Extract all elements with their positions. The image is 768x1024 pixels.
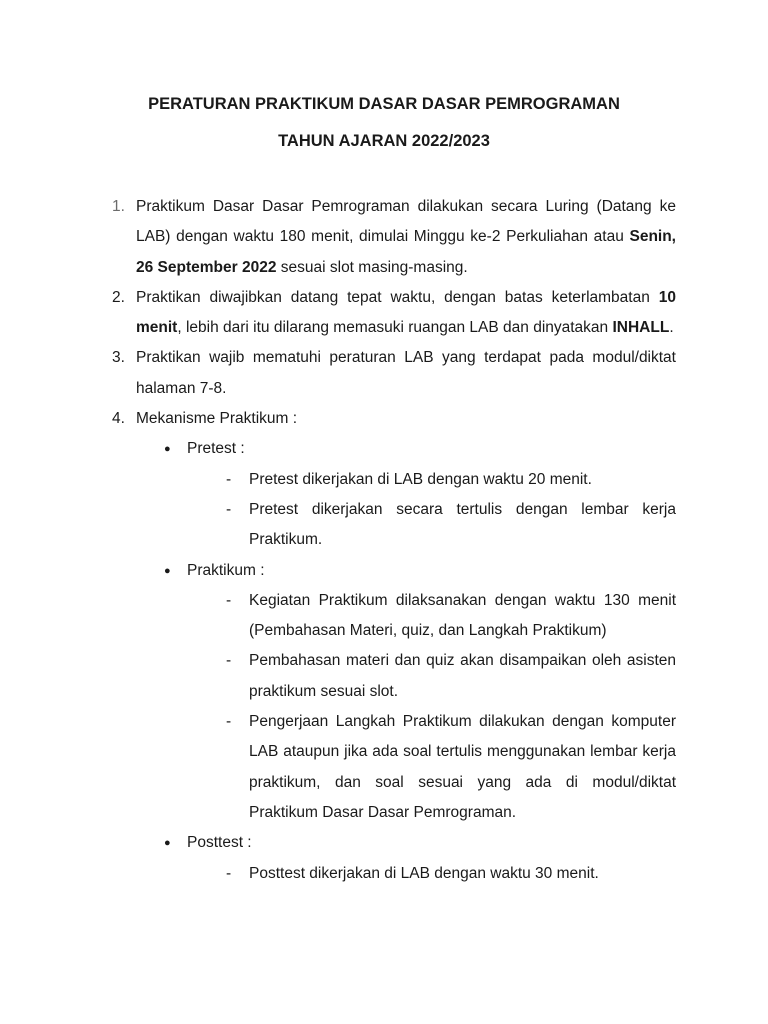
- rule-text: Praktikum Dasar Dasar Pemrograman dilakukan secara Luring (Datang ke LAB) dengan waktu 180 menit, dimulai Minggu ke-2 Perkuliahan atau: [136, 198, 676, 246]
- list-item: [0, 586, 768, 647]
- rule-time-emphasis: 10 menit: [136, 288, 676, 337]
- dash-icon: -: [226, 470, 232, 488]
- list-item-text: Kegiatan Praktikum dilaksanakan dengan waktu 130 menit (Pembahasan Materi, quiz, dan Langkah Praktikum): [249, 591, 676, 640]
- bullet-icon: ●: [164, 564, 171, 577]
- rule-number: 3.: [112, 349, 125, 367]
- mechanism-label: Posttest :: [187, 834, 252, 852]
- list-item: [0, 859, 768, 889]
- rule-text: Praktikan wajib mematuhi peraturan LAB yang terdapat pada modul/diktat halaman 7-8.: [136, 349, 676, 397]
- rule-item-2: [0, 283, 768, 344]
- list-item: [0, 646, 768, 707]
- mechanism-posttest: [0, 828, 768, 858]
- list-item-text: Posttest dikerjakan di LAB dengan waktu 30 menit.: [249, 864, 599, 882]
- mechanism-pretest: [0, 434, 768, 464]
- list-item-text: Pengerjaan Langkah Praktikum dilakukan dengan komputer LAB ataupun jika ada soal tertulis menggunakan lembar kerja praktikum, dan soal sesuai yang ada di modul/diktat Praktikum Dasar Dasar Pemrograman.: [249, 713, 676, 821]
- mechanism-label: Pretest :: [187, 440, 245, 458]
- rule-item-4: [0, 404, 768, 434]
- bullet-icon: ●: [164, 837, 171, 850]
- rule-number: 4.: [112, 410, 125, 428]
- rule-number: 2.: [112, 288, 125, 306]
- rule-text: , lebih dari itu dilarang memasuki ruangan LAB dan dinyatakan: [177, 319, 613, 337]
- rule-date-emphasis: Senin, 26 September 2022: [136, 228, 676, 276]
- rule-text: .: [669, 319, 674, 337]
- dash-icon: -: [226, 713, 232, 731]
- mechanism-label: Praktikum :: [187, 561, 265, 579]
- rule-text: sesuai slot masing-masing.: [276, 258, 468, 276]
- list-item-text: Pretest dikerjakan secara tertulis dengan lembar kerja Praktikum.: [249, 500, 676, 549]
- list-item-text: Pembahasan materi dan quiz akan disampaikan oleh asisten praktikum sesuai slot.: [249, 652, 676, 700]
- dash-icon: -: [226, 864, 232, 882]
- dash-icon: -: [226, 591, 232, 609]
- document-subtitle: TAHUN AJARAN 2022/2023: [278, 132, 490, 150]
- rule-status-emphasis: INHALL: [612, 319, 670, 337]
- dash-icon: -: [226, 500, 232, 518]
- rule-text: Mekanisme Praktikum :: [136, 410, 298, 428]
- mechanism-praktikum: [0, 556, 768, 586]
- list-item-text: Pretest dikerjakan di LAB dengan waktu 20 menit.: [249, 470, 592, 488]
- list-item: [0, 465, 768, 495]
- list-item: [0, 707, 768, 828]
- dash-icon: -: [226, 652, 232, 670]
- document-title: PERATURAN PRAKTIKUM DASAR DASAR PEMROGRAMAN: [148, 95, 620, 113]
- rule-number: 1.: [112, 198, 125, 215]
- rule-item-3: [0, 343, 768, 404]
- bullet-icon: ●: [164, 443, 171, 456]
- rule-text: Praktikan diwajibkan datang tepat waktu, dengan batas keterlambatan: [136, 288, 659, 306]
- rules-list: [0, 192, 768, 889]
- rule-item-1: [0, 192, 768, 283]
- list-item: [0, 495, 768, 556]
